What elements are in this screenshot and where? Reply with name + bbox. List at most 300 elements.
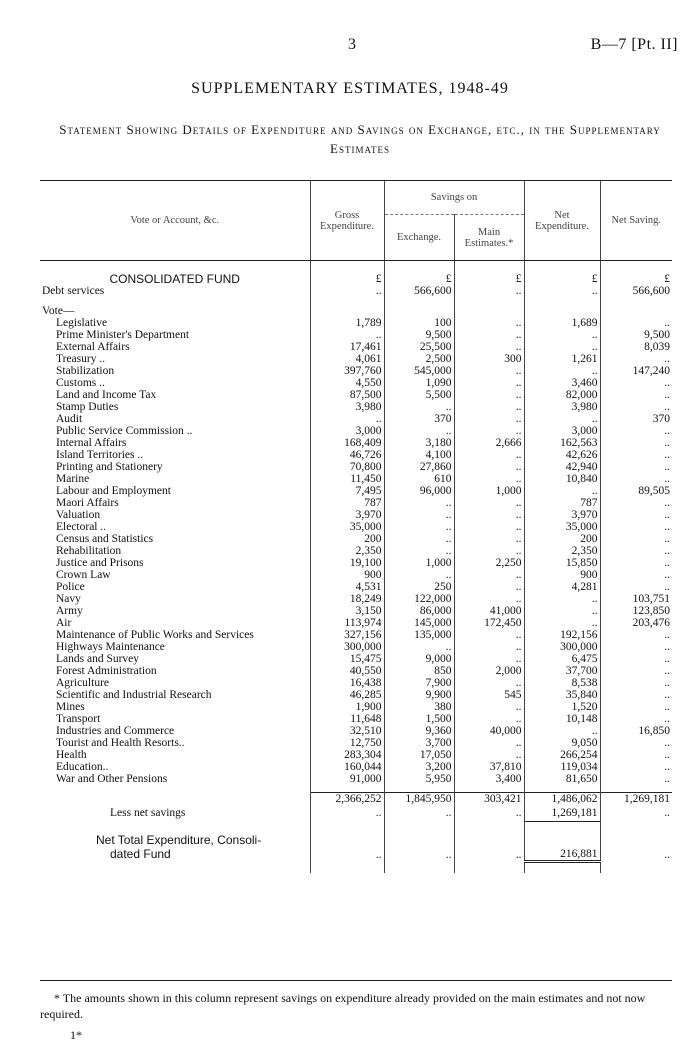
gross-cell: 91,000 — [310, 773, 384, 785]
net-saving-cell: .. — [600, 805, 672, 821]
page-title: SUPPLEMENTARY ESTIMATES, 1948-49 — [191, 80, 509, 97]
gross-cell: 7,495 — [310, 485, 384, 497]
vote-name: Scientific and Industrial Research — [56, 688, 212, 701]
table-bottom-rule — [40, 980, 672, 981]
vote-row — [40, 749, 672, 761]
gross-cell: 12,750 — [310, 737, 384, 749]
vote-name: Prime Minister's Department — [56, 328, 190, 341]
gross-cell: 35,000 — [310, 521, 384, 533]
net-exp-cell: 35,840 — [524, 689, 600, 701]
net-exp-cell: .. — [524, 725, 600, 737]
vote-row — [40, 713, 672, 725]
vote-name: Justice and Prisons — [56, 556, 144, 569]
exchange-cell: 370 — [384, 413, 454, 425]
vote-row — [40, 557, 672, 569]
net-saving-cell: .. — [600, 389, 672, 401]
gross-cell: .. — [310, 285, 384, 297]
exchange-cell: 17,050 — [384, 749, 454, 761]
net-exp-cell: .. — [524, 413, 600, 425]
currency-symbol: £ — [384, 273, 454, 285]
net-saving-cell: .. — [600, 737, 672, 749]
net-total-value: 216,881 — [524, 833, 600, 861]
main-cell: .. — [454, 749, 524, 761]
main-cell: .. — [454, 473, 524, 485]
vote-row — [40, 449, 672, 461]
vote-label: Vote— — [42, 304, 75, 317]
vote-name: Industries and Commerce — [56, 724, 175, 737]
col-main-header: Main Estimates.* — [454, 215, 524, 261]
net-exp-cell: .. — [524, 285, 600, 297]
main-cell: .. — [454, 401, 524, 413]
net-exp-cell: 3,000 — [524, 425, 600, 437]
statement-heading: Statement Showing Details of Expenditure and Savings on Exchange, etc., in the Supplementary Estimates — [59, 122, 661, 156]
gross-cell: 283,304 — [310, 749, 384, 761]
net-exp-cell: 1,261 — [524, 353, 600, 365]
net-exp-cell: 82,000 — [524, 389, 600, 401]
exchange-cell: .. — [384, 805, 454, 821]
net-exp-cell: 4,281 — [524, 581, 600, 593]
main-cell: .. — [454, 341, 524, 353]
vote-name: Rehabilitation — [56, 544, 122, 557]
vote-name: Maintenance of Public Works and Services — [56, 628, 254, 641]
net-exp-cell: 10,840 — [524, 473, 600, 485]
main-cell: .. — [454, 509, 524, 521]
main-cell: .. — [454, 713, 524, 725]
exchange-cell: 9,500 — [384, 329, 454, 341]
total-gross: 2,366,252 — [310, 793, 384, 806]
main-cell: .. — [454, 533, 524, 545]
net-exp-cell: 8,538 — [524, 677, 600, 689]
vote-row — [40, 509, 672, 521]
total-net-exp: 1,486,062 — [524, 793, 600, 806]
vote-name: Treasury .. — [56, 352, 106, 365]
main-cell: .. — [454, 521, 524, 533]
main-cell: .. — [454, 449, 524, 461]
exchange-cell: 566,600 — [384, 285, 454, 297]
currency-symbol: £ — [310, 273, 384, 285]
net-total-label-line2: dated Fund — [110, 847, 171, 861]
vote-row — [40, 545, 672, 557]
main-cell: 300 — [454, 353, 524, 365]
exchange-cell: 9,900 — [384, 689, 454, 701]
net-saving-cell: .. — [600, 353, 672, 365]
vote-name: Tourist and Health Resorts.. — [56, 736, 185, 749]
estimates-table — [40, 180, 672, 873]
net-saving-cell: 370 — [600, 413, 672, 425]
main-cell: 545 — [454, 689, 524, 701]
exchange-cell: 96,000 — [384, 485, 454, 497]
vote-row — [40, 677, 672, 689]
vote-row — [40, 665, 672, 677]
vote-name: Navy — [56, 592, 81, 605]
net-saving-cell: .. — [600, 701, 672, 713]
net-saving-cell: .. — [600, 641, 672, 653]
vote-name: Electoral .. — [56, 520, 107, 533]
exchange-cell: 27,860 — [384, 461, 454, 473]
gross-cell: .. — [310, 805, 384, 821]
vote-name: Education.. — [56, 760, 109, 773]
col-savings-header: Savings on — [384, 181, 524, 215]
net-exp-cell: 1,269,181 — [524, 805, 600, 821]
vote-label-row — [40, 305, 672, 317]
exchange-cell: 2,500 — [384, 353, 454, 365]
gross-cell: 787 — [310, 497, 384, 509]
main-cell: .. — [454, 653, 524, 665]
vote-row — [40, 353, 672, 365]
exchange-cell: .. — [384, 509, 454, 521]
net-saving-cell: .. — [600, 545, 672, 557]
exchange-cell: 1,000 — [384, 557, 454, 569]
vote-name: Stamp Duties — [56, 400, 119, 413]
vote-row — [40, 377, 672, 389]
vote-name: Lands and Survey — [56, 652, 140, 665]
net-saving-cell: .. — [600, 689, 672, 701]
net-exp-cell: 42,940 — [524, 461, 600, 473]
gross-cell: 1,789 — [310, 317, 384, 329]
exchange-cell: 3,700 — [384, 737, 454, 749]
page-number: 3 — [348, 36, 356, 53]
main-cell: .. — [454, 425, 524, 437]
footer-mark: 1* — [70, 1028, 82, 1042]
row-label: Debt services — [42, 284, 105, 297]
gross-cell: 900 — [310, 569, 384, 581]
exchange-cell: .. — [384, 533, 454, 545]
gross-cell: 11,450 — [310, 473, 384, 485]
exchange-cell: 7,900 — [384, 677, 454, 689]
net-saving-cell: .. — [600, 581, 672, 593]
net-exp-cell: 6,475 — [524, 653, 600, 665]
exchange-cell: .. — [384, 641, 454, 653]
net-saving-cell: 8,039 — [600, 341, 672, 353]
main-cell: .. — [454, 317, 524, 329]
main-cell: .. — [454, 593, 524, 605]
col-gross-header: Gross Expenditure. — [310, 181, 384, 261]
vote-name: War and Other Pensions — [56, 772, 168, 785]
gross-cell: 113,974 — [310, 617, 384, 629]
net-exp-cell: .. — [524, 341, 600, 353]
net-saving-cell: 89,505 — [600, 485, 672, 497]
vote-row — [40, 701, 672, 713]
main-cell: .. — [454, 461, 524, 473]
vote-row — [40, 593, 672, 605]
net-exp-cell: 266,254 — [524, 749, 600, 761]
vote-row — [40, 389, 672, 401]
exchange-cell: .. — [384, 545, 454, 557]
gross-cell: 3,150 — [310, 605, 384, 617]
net-saving-cell: .. — [600, 521, 672, 533]
gross-cell: 46,726 — [310, 449, 384, 461]
net-saving-cell: .. — [600, 677, 672, 689]
net-total-row — [40, 833, 672, 861]
net-saving-cell: .. — [600, 533, 672, 545]
gross-cell: 1,900 — [310, 701, 384, 713]
net-saving-cell: .. — [600, 497, 672, 509]
net-exp-cell: 1,520 — [524, 701, 600, 713]
vote-row — [40, 653, 672, 665]
vote-name: External Affairs — [56, 340, 130, 353]
net-saving-cell: .. — [600, 377, 672, 389]
gross-cell: 17,461 — [310, 341, 384, 353]
exchange-cell: 135,000 — [384, 629, 454, 641]
net-saving-cell: .. — [600, 437, 672, 449]
main-cell: .. — [454, 285, 524, 297]
vote-name: Marine — [56, 472, 90, 485]
vote-row — [40, 437, 672, 449]
main-cell: .. — [454, 569, 524, 581]
vote-name: Land and Income Tax — [56, 388, 157, 401]
exchange-cell: 1,500 — [384, 713, 454, 725]
vote-row — [40, 317, 672, 329]
vote-row — [40, 401, 672, 413]
less-net-savings-row — [40, 805, 672, 821]
section-title: CONSOLIDATED FUND — [109, 271, 240, 286]
vote-name: Internal Affairs — [56, 436, 127, 449]
vote-row — [40, 617, 672, 629]
exchange-cell: 9,000 — [384, 653, 454, 665]
gross-cell: 70,800 — [310, 461, 384, 473]
gross-cell: .. — [310, 833, 384, 861]
vote-row — [40, 461, 672, 473]
net-exp-cell: 900 — [524, 569, 600, 581]
main-cell: .. — [454, 581, 524, 593]
exchange-cell: 545,000 — [384, 365, 454, 377]
net-saving-cell: .. — [600, 509, 672, 521]
net-saving-cell: .. — [600, 665, 672, 677]
gross-cell: 46,285 — [310, 689, 384, 701]
main-cell: 172,450 — [454, 617, 524, 629]
total-main: 303,421 — [454, 793, 524, 806]
vote-row — [40, 533, 672, 545]
vote-name: Customs .. — [56, 376, 105, 389]
net-exp-cell: 35,000 — [524, 521, 600, 533]
net-exp-cell: 3,460 — [524, 377, 600, 389]
main-cell: 2,250 — [454, 557, 524, 569]
net-saving-cell: .. — [600, 773, 672, 785]
vote-row — [40, 569, 672, 581]
gross-cell: 11,648 — [310, 713, 384, 725]
main-cell: 37,810 — [454, 761, 524, 773]
total-net-saving: 1,269,181 — [600, 793, 672, 806]
main-cell: 2,666 — [454, 437, 524, 449]
net-saving-cell: .. — [600, 833, 672, 861]
gross-cell: 3,970 — [310, 509, 384, 521]
net-saving-cell: .. — [600, 749, 672, 761]
vote-name: Highways Maintenance — [56, 640, 165, 653]
main-cell: .. — [454, 497, 524, 509]
vote-row — [40, 605, 672, 617]
exchange-cell: 850 — [384, 665, 454, 677]
net-exp-cell: 1,689 — [524, 317, 600, 329]
net-saving-cell: .. — [600, 449, 672, 461]
vote-name: Crown Law — [56, 568, 111, 581]
net-saving-cell: 103,751 — [600, 593, 672, 605]
net-exp-cell: 192,156 — [524, 629, 600, 641]
net-exp-cell: 300,000 — [524, 641, 600, 653]
document-reference: B—7 [Pt. II] — [590, 36, 678, 53]
exchange-cell: 3,200 — [384, 761, 454, 773]
col-vote-header: Vote or Account, &c. — [40, 181, 310, 261]
exchange-cell: .. — [384, 833, 454, 861]
vote-row — [40, 737, 672, 749]
vote-row — [40, 485, 672, 497]
net-saving-cell: 123,850 — [600, 605, 672, 617]
vote-row — [40, 761, 672, 773]
vote-name: Police — [56, 580, 85, 593]
exchange-cell: 3,180 — [384, 437, 454, 449]
gross-cell: 300,000 — [310, 641, 384, 653]
gross-cell: 327,156 — [310, 629, 384, 641]
vote-row — [40, 329, 672, 341]
net-exp-cell: 200 — [524, 533, 600, 545]
currency-symbol: £ — [454, 273, 524, 285]
net-exp-cell: 81,650 — [524, 773, 600, 785]
main-cell: .. — [454, 737, 524, 749]
gross-cell: 16,438 — [310, 677, 384, 689]
net-saving-cell: 203,476 — [600, 617, 672, 629]
gross-cell: 87,500 — [310, 389, 384, 401]
currency-symbol: £ — [600, 273, 672, 285]
net-saving-cell: .. — [600, 557, 672, 569]
net-exp-cell: 3,980 — [524, 401, 600, 413]
main-cell: 40,000 — [454, 725, 524, 737]
vote-name: Census and Statistics — [56, 532, 154, 545]
exchange-cell: 380 — [384, 701, 454, 713]
net-saving-cell: 566,600 — [600, 285, 672, 297]
exchange-cell: 100 — [384, 317, 454, 329]
exchange-cell: 1,090 — [384, 377, 454, 389]
gross-cell: 2,350 — [310, 545, 384, 557]
col-exchange-header: Exchange. — [384, 215, 454, 261]
vote-name: Labour and Employment — [56, 484, 171, 497]
main-cell: .. — [454, 701, 524, 713]
vote-row — [40, 629, 672, 641]
exchange-cell: .. — [384, 401, 454, 413]
main-cell: 41,000 — [454, 605, 524, 617]
vote-row — [40, 773, 672, 785]
vote-name: Forest Administration — [56, 664, 157, 677]
exchange-cell: 86,000 — [384, 605, 454, 617]
net-exp-cell: .. — [524, 605, 600, 617]
net-exp-cell: 42,626 — [524, 449, 600, 461]
exchange-cell: .. — [384, 497, 454, 509]
exchange-cell: 610 — [384, 473, 454, 485]
vote-name: Air — [56, 616, 72, 629]
exchange-cell: .. — [384, 521, 454, 533]
vote-row — [40, 725, 672, 737]
vote-name: Legislative — [56, 316, 108, 329]
col-net-exp-header: Net Expenditure. — [524, 181, 600, 261]
net-saving-cell: .. — [600, 317, 672, 329]
exchange-cell: 4,100 — [384, 449, 454, 461]
gross-cell: 397,760 — [310, 365, 384, 377]
gross-cell: 32,510 — [310, 725, 384, 737]
section-row — [40, 273, 672, 285]
gross-cell: 15,475 — [310, 653, 384, 665]
vote-row — [40, 341, 672, 353]
vote-row — [40, 497, 672, 509]
main-cell: .. — [454, 805, 524, 821]
net-exp-cell: 10,148 — [524, 713, 600, 725]
main-cell: .. — [454, 833, 524, 861]
net-saving-cell: .. — [600, 629, 672, 641]
vote-name: Transport — [56, 712, 101, 725]
col-net-saving-header: Net Saving. — [600, 181, 672, 261]
net-exp-cell: .. — [524, 617, 600, 629]
main-cell: .. — [454, 377, 524, 389]
vote-name: Stabilization — [56, 364, 115, 377]
vote-name: Mines — [56, 700, 85, 713]
net-saving-cell: .. — [600, 425, 672, 437]
gross-cell: 40,550 — [310, 665, 384, 677]
exchange-cell: 25,500 — [384, 341, 454, 353]
net-exp-cell: .. — [524, 365, 600, 377]
net-exp-cell: 2,350 — [524, 545, 600, 557]
exchange-cell: 5,500 — [384, 389, 454, 401]
net-saving-cell: .. — [600, 761, 672, 773]
net-exp-cell: 162,563 — [524, 437, 600, 449]
exchange-cell: 145,000 — [384, 617, 454, 629]
vote-row — [40, 413, 672, 425]
vote-name: Public Service Commission .. — [56, 424, 193, 437]
net-saving-cell: 9,500 — [600, 329, 672, 341]
vote-row — [40, 641, 672, 653]
main-cell: 2,000 — [454, 665, 524, 677]
net-total-label — [40, 833, 310, 861]
net-exp-cell: .. — [524, 485, 600, 497]
net-saving-cell: .. — [600, 401, 672, 413]
main-cell: .. — [454, 677, 524, 689]
vote-name: Army — [56, 604, 83, 617]
net-exp-cell: 787 — [524, 497, 600, 509]
vote-name: Valuation — [56, 508, 101, 521]
vote-name: Audit — [56, 412, 83, 425]
vote-name: Island Territories .. — [56, 448, 144, 461]
gross-cell: 3,000 — [310, 425, 384, 437]
gross-cell: 160,044 — [310, 761, 384, 773]
vote-name: Printing and Stationery — [56, 460, 163, 473]
currency-symbol: £ — [524, 273, 600, 285]
vote-row — [40, 365, 672, 377]
main-cell: 3,400 — [454, 773, 524, 785]
net-total-label-line1: Net Total Expenditure, Consoli- — [96, 833, 262, 847]
gross-cell: 4,550 — [310, 377, 384, 389]
net-exp-cell: .. — [524, 593, 600, 605]
gross-cell: .. — [310, 413, 384, 425]
net-saving-cell: .. — [600, 569, 672, 581]
net-saving-cell: 16,850 — [600, 725, 672, 737]
net-exp-cell: .. — [524, 329, 600, 341]
exchange-cell: 5,950 — [384, 773, 454, 785]
net-saving-cell: .. — [600, 473, 672, 485]
exchange-cell: 250 — [384, 581, 454, 593]
net-saving-cell: .. — [600, 653, 672, 665]
net-exp-cell: 119,034 — [524, 761, 600, 773]
exchange-cell: .. — [384, 569, 454, 581]
vote-name: Maori Affairs — [56, 496, 119, 509]
net-saving-cell: .. — [600, 713, 672, 725]
vote-row — [40, 425, 672, 437]
total-exchange: 1,845,950 — [384, 793, 454, 806]
gross-cell: 3,980 — [310, 401, 384, 413]
totals-row — [40, 793, 672, 806]
main-cell: .. — [454, 389, 524, 401]
net-exp-cell: 9,050 — [524, 737, 600, 749]
main-cell: .. — [454, 413, 524, 425]
net-exp-cell: 37,700 — [524, 665, 600, 677]
main-cell: .. — [454, 365, 524, 377]
gross-cell: .. — [310, 329, 384, 341]
vote-row — [40, 689, 672, 701]
